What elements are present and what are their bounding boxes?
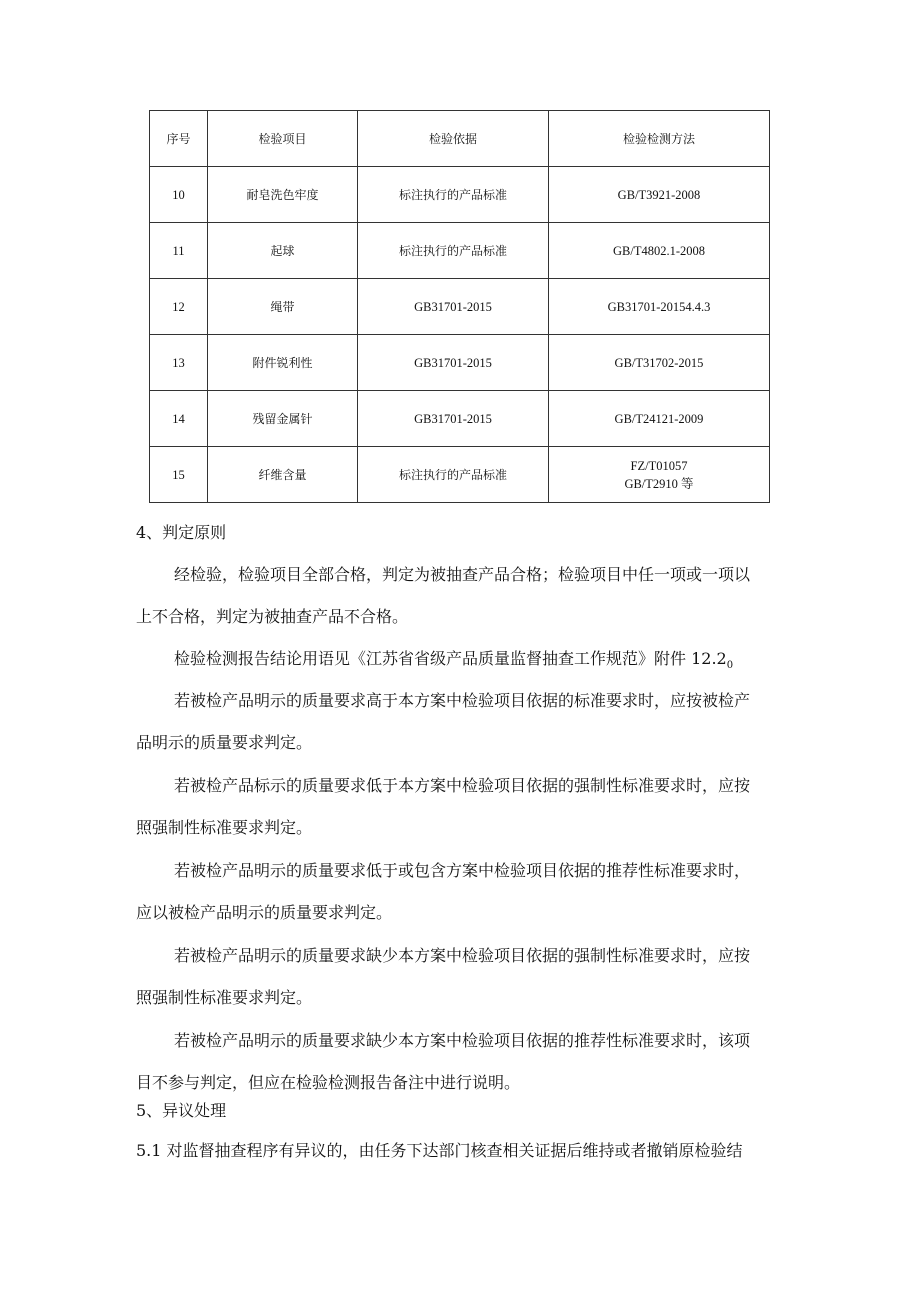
row-no: 14 [150, 391, 208, 447]
row-method: GB/T3921-2008 [549, 167, 770, 223]
header-method: 检验检测方法 [549, 111, 770, 167]
section4-p1-line1: 经检验，检验项目全部合格，判定为被抽查产品合格；检验项目中任一项或一项以 [174, 565, 751, 584]
row-no: 11 [150, 223, 208, 279]
row-item: 纤维含量 [208, 447, 358, 503]
row-basis: GB31701-2015 [358, 391, 549, 447]
row-method [549, 447, 770, 503]
section4-p6-line2: 照强制性标准要求判定。 [136, 988, 313, 1007]
section4-p2-text: 检验检测报告结论用语见《江苏省省级产品质量监督抽查工作规范》附件 12.2 [174, 649, 727, 668]
section4-p3-line2: 品明示的质量要求判定。 [136, 733, 313, 752]
inspection-table [149, 110, 770, 503]
header-item: 检验项目 [208, 111, 358, 167]
section4-p5-line1: 若被检产品明示的质量要求低于或包含方案中检验项目依据的推荐性标准要求时， [174, 861, 751, 880]
table-row [150, 279, 770, 335]
section5-p1-line1: 5.1 对监督抽查程序有异议的，由任务下达部门核查相关证据后维持或者撤销原检验结 [136, 1141, 743, 1160]
section4-p3-line1: 若被检产品明示的质量要求高于本方案中检验项目依据的标准要求时，应按被检产 [174, 691, 751, 710]
row-no: 15 [150, 447, 208, 503]
section4-p7-line2: 目不参与判定，但应在检验检测报告备注中进行说明。 [136, 1073, 521, 1092]
section4-p2 [174, 649, 733, 676]
row-basis: 标注执行的产品标准 [358, 447, 549, 503]
section4-p1-line2: 上不合格，判定为被抽查产品不合格。 [136, 607, 409, 626]
row-item: 耐皂洗色牢度 [208, 167, 358, 223]
table-row [150, 167, 770, 223]
section4-p6-line1: 若被检产品明示的质量要求缺少本方案中检验项目依据的强制性标准要求时，应按 [174, 946, 751, 965]
table-header-row [150, 111, 770, 167]
row-item: 残留金属针 [208, 391, 358, 447]
row-basis: 标注执行的产品标准 [358, 167, 549, 223]
section4-p2-sub: 0 [726, 660, 734, 672]
section4-p4-line1: 若被检产品标示的质量要求低于本方案中检验项目依据的强制性标准要求时，应按 [174, 776, 751, 795]
row-item: 绳带 [208, 279, 358, 335]
row-method: GB/T4802.1-2008 [549, 223, 770, 279]
row-item: 起球 [208, 223, 358, 279]
section4-p7-line1: 若被检产品明示的质量要求缺少本方案中检验项目依据的推荐性标准要求时，该项 [174, 1031, 751, 1050]
row-method-line1: FZ/T01057 [630, 458, 688, 473]
section4-p5-line2: 应以被检产品明示的质量要求判定。 [136, 903, 393, 922]
section5-heading: 5、异议处理 [136, 1101, 227, 1120]
row-basis: 标注执行的产品标准 [358, 223, 549, 279]
row-method-line2: GB/T2910 等 [624, 476, 694, 491]
row-basis: GB31701-2015 [358, 335, 549, 391]
row-method: GB/T31702-2015 [549, 335, 770, 391]
row-item: 附件锐利性 [208, 335, 358, 391]
header-no: 序号 [150, 111, 208, 167]
row-basis: GB31701-2015 [358, 279, 549, 335]
section4-heading: 4、判定原则 [136, 523, 227, 542]
row-no: 10 [150, 167, 208, 223]
row-no: 13 [150, 335, 208, 391]
row-method: GB31701-20154.4.3 [549, 279, 770, 335]
table-row [150, 447, 770, 503]
header-basis: 检验依据 [358, 111, 549, 167]
table-row [150, 335, 770, 391]
section4-p4-line2: 照强制性标准要求判定。 [136, 818, 313, 837]
table-row [150, 223, 770, 279]
row-method: GB/T24121-2009 [549, 391, 770, 447]
table-row [150, 391, 770, 447]
row-no: 12 [150, 279, 208, 335]
